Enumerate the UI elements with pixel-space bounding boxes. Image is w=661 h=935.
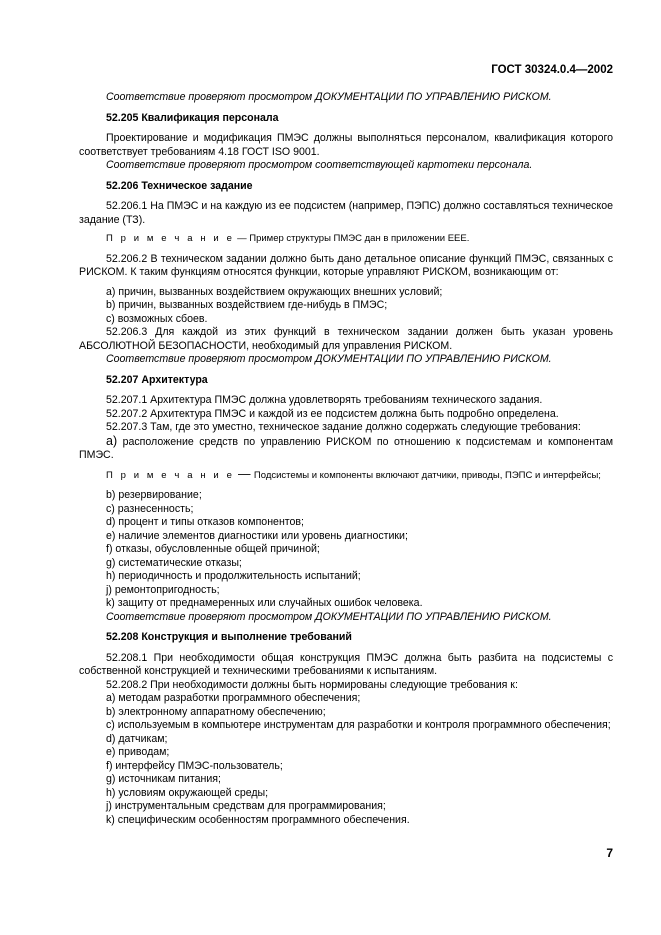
note-text: — Пример структуры ПМЭС дан в приложении ЕЕЕ.: [234, 233, 470, 244]
paragraph: 52.208.1 При необходимости общая конструкция ПМЭС должна быть разбита на подсистемы с собственной конструкцией и техническими требованиями к испытаниям.: [79, 651, 613, 677]
list-item: h) условиям окружающей среды;: [106, 786, 269, 799]
compliance-text: Соответствие проверяют просмотром ДОКУМЕНТАЦИИ ПО УПРАВЛЕНИЮ РИСКОМ.: [106, 91, 552, 103]
note: [79, 232, 613, 246]
list-item: [79, 435, 613, 463]
paragraph: 52.208.2 При необходимости должны быть нормированы следующие требования к:: [106, 678, 518, 691]
note-label: П р и м е ч а н и е: [106, 233, 235, 244]
list-item: g) источникам питания;: [106, 773, 221, 785]
list-item: k) защиту от преднамеренных или случайных ошибок человека.: [106, 597, 423, 609]
paragraph: 52.206.3 Для каждой из этих функций в техническом задании должен быть указан уровень АБСОЛЮТНОЙ БЕЗОПАСНОСТИ, необходимый для управления РИСКОМ.: [79, 326, 613, 352]
standard-code-header: ГОСТ 30324.0.4—2002: [491, 64, 613, 76]
list-item: b) электронному аппаратному обеспечению;: [106, 705, 326, 718]
note-text: Подсистемы и компоненты включают датчики, приводы, ПЭПС и интерфейсы;: [253, 469, 601, 481]
list-item: c) используемым в компьютере инструментам для разработки и контроля программного обеспечения;: [106, 719, 611, 731]
list-letter: a): [106, 433, 118, 448]
section-heading: 52.206 Техническое задание: [106, 179, 253, 192]
list-item: k) специфическим особенностям программного обеспечения.: [106, 813, 410, 826]
list-item: c) разнесенность;: [106, 502, 194, 515]
list-item: e) наличие элементов диагностики или уровень диагностики;: [106, 529, 408, 542]
section-heading: 52.205 Квалификация персонала: [106, 111, 279, 124]
paragraph: 52.206.2 В техническом задании должно быть дано детальное описание функций ПМЭС, связанных с РИСКОМ. К таким функциям относятся функции, которые управляют РИСКОМ, возникающим от:: [79, 252, 613, 278]
section-heading: 52.207 Архитектура: [106, 373, 208, 386]
list-item: c) возможных сбоев.: [106, 312, 208, 325]
note: [79, 468, 613, 483]
paragraph: Проектирование и модификация ПМЭС должны выполняться персоналом, квалификация которого соответствует требованиям 4.18 ГОСТ ISO 9001.: [79, 132, 613, 158]
page-number: 7: [606, 846, 613, 860]
list-item: j) ремонтопригодность;: [106, 583, 220, 596]
list-item: b) резервирование;: [106, 489, 202, 501]
compliance-text: Соответствие проверяют просмотром ДОКУМЕНТАЦИИ ПО УПРАВЛЕНИЮ РИСКОМ.: [106, 610, 552, 623]
list-item: f) интерфейсу ПМЭС-пользователь;: [106, 759, 283, 772]
list-item: g) систематические отказы;: [106, 556, 242, 569]
note-label: П р и м е ч а н и е: [106, 469, 235, 481]
list-item: b) причин, вызванных воздействием где-нибудь в ПМЭС;: [106, 299, 388, 311]
paragraph: 52.207.1 Архитектура ПМЭС должна удовлетворять требованиям технического задания.: [106, 394, 543, 406]
paragraph: 52.207.2 Архитектура ПМЭС и каждой из ее подсистем должна быть подробно определена.: [106, 407, 559, 420]
list-item: f) отказы, обусловленные общей причиной;: [106, 543, 320, 555]
list-item: e) приводам;: [106, 746, 170, 758]
paragraph: 52.206.1 На ПМЭС и на каждую из ее подсистем (например, ПЭПС) должно составляться техническое задание (ТЗ).: [79, 200, 613, 226]
page-body: [79, 91, 613, 827]
compliance-text: Соответствие проверяют просмотром соответствующей картотеки персонала.: [106, 159, 533, 171]
section-heading: 52.208 Конструкция и выполнение требований: [106, 631, 352, 643]
list-item-text: расположение средств по управлению РИСКОМ по отношению к подсистемам и компонентам ПМЭС.: [79, 435, 613, 461]
list-item: h) периодичность и продолжительность испытаний;: [106, 570, 361, 582]
list-item: d) процент и типы отказов компонентов;: [106, 516, 304, 528]
list-item: j) инструментальным средствам для программирования;: [106, 800, 386, 812]
list-item: a) методам разработки программного обеспечения;: [106, 692, 361, 704]
list-item: d) датчикам;: [106, 732, 168, 745]
paragraph: 52.207.3 Там, где это уместно, техническое задание должно содержать следующие требования:: [106, 421, 581, 433]
compliance-text: Соответствие проверяют просмотром ДОКУМЕНТАЦИИ ПО УПРАВЛЕНИЮ РИСКОМ.: [106, 353, 552, 365]
list-item: a) причин, вызванных воздействием окружающих внешних условий;: [106, 285, 443, 298]
note-dash: —: [234, 466, 254, 481]
